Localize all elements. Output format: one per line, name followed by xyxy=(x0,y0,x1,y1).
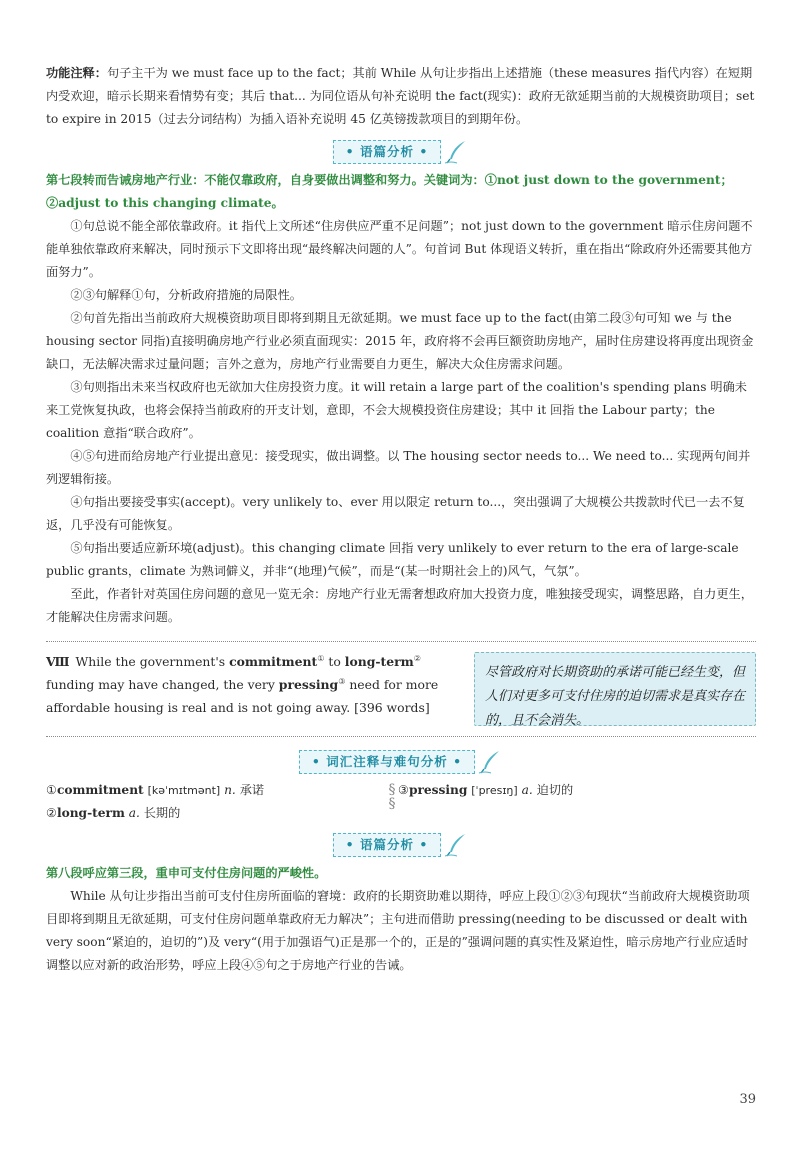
para7-analysis-5: ④⑤句进而给房地产行业提出意见：接受现实，做出调整。以 The housing sector needs to... We need to... 实现两句间并列逻辑衔接。 xyxy=(46,449,751,486)
vocab-num: ③ xyxy=(398,783,409,797)
para7-analysis-3: ②句首先指出当前政府大规模资助项目即将到期且无欲延期。we must face up to the fact(由第二段③句可知 we 与 the housing sector 同指)直接明确房地产行业必须直面现实：2015 年，政府将不会再巨额资助房地产，届时住房建设将再度出现资金缺口，无法解决需求过量问题；言外之意为，房地产行业需要自力更生，解决大众住房需求问题。 xyxy=(46,311,754,371)
vocab-item xyxy=(46,802,386,824)
para7-analysis-7: ⑤句指出要适应新环境(adjust)。this changing climate 回指 very unlikely to ever return to the era of large-scale public grants，climate 为熟词僻义，并非“(地理)气候”，而是“(某一时期社会上的)风气，气氛”。 xyxy=(46,541,739,578)
vocab-meaning: 长期的 xyxy=(143,806,181,820)
heading-label: • 语篇分析 • xyxy=(333,140,442,164)
text-segment: to xyxy=(324,654,345,669)
vocab-word-pressing: pressing xyxy=(278,677,339,692)
vocab-word-long-term: long-term xyxy=(344,654,414,669)
vocab-word: commitment xyxy=(56,783,144,797)
para8-analysis-1: While 从句让步指出当前可支付住房所面临的窘境：政府的长期资助难以期待，呼应上段①②③句现状“当前政府大规模资助项目即将到期且无欲延期，可支付住房问题单靠政府无力解决”；主句进而借助 pressing(needing to be discussed or dealt with very soon“紧迫的，迫切的”)及 very“(用于加强语气)正是那一个的，正是的”强调问题的真实性及紧迫性，暗示房地产行业应适时调整以应对新的政治形势，呼应上段④⑤句之于房地产行业的告诫。 xyxy=(46,889,750,972)
heading-label: • 词汇注释与难句分析 • xyxy=(299,750,475,774)
vocab-meaning: 承诺 xyxy=(239,783,265,797)
para7-keyword-1: not just down to the government xyxy=(496,173,721,187)
para8-intro: 第八段呼应第三段，重申可支付住房问题的严峻性。 xyxy=(46,866,327,880)
para7-analysis-2: ②③句解释①句，分析政府措施的局限性。 xyxy=(70,288,302,302)
vocab-pos: n. xyxy=(224,783,236,797)
vocab-phonetic: [kəˈmɪtmənt] xyxy=(147,784,221,797)
para7-analysis-4: ③句则指出未来当权政府也无欲加大住房投资力度。it will retain a large part of the coalition's spending plans 明确未来工党恢复执政，也将会保持当前政府的开支计划，意即，不会大规模投资住房建设；其中 it 回指 the Labour party；the coalition 意指“联合政府”。 xyxy=(46,380,747,440)
page-number: 39 xyxy=(739,1092,756,1107)
quill-pen-icon xyxy=(443,832,469,858)
paragraph-8-box xyxy=(46,641,756,737)
footnote-marker: ③ xyxy=(338,676,346,686)
vocab-phonetic: [ˈpresɪŋ] xyxy=(471,784,518,797)
footnote-marker: ② xyxy=(413,653,421,663)
vocab-column-right xyxy=(398,779,738,824)
vocab-item xyxy=(398,779,738,802)
page-content xyxy=(46,62,756,977)
vocab-item xyxy=(46,779,386,802)
vocab-word-commitment: commitment xyxy=(229,654,318,669)
para7-analysis-8: 至此，作者针对英国住房问题的意见一览无余：房地产行业无需奢想政府加大投资力度，唯独接受现实，调整思路，自力更生，才能解决住房需求问题。 xyxy=(46,587,753,624)
para7-intro-text: 第七段转而告诫房地产行业：不能仅靠政府，自身要做出调整和努力。关键词为：① xyxy=(46,173,497,187)
vocab-pos: a. xyxy=(521,783,533,797)
quill-pen-icon xyxy=(443,139,469,165)
function-note-label: 功能注释： xyxy=(46,66,107,80)
vocab-meaning: 迫切的 xyxy=(536,783,574,797)
vocab-num: ② xyxy=(46,806,57,820)
vocab-pos: a. xyxy=(128,806,140,820)
section-heading-analysis-1 xyxy=(46,139,756,165)
function-note-text: 句子主干为 we must face up to the fact；其前 While 从句让步指出上述措施（these measures 指代内容）在短期内受欢迎，暗示长期来看情势有变；其后 that... 为同位语从句补充说明 the fact(现实)：政府无欲延期当前的大规模资助项目；set to expire in 2015（过去分词结构）为插入语补充说明 45 亿英镑拨款项目的到期年份。 xyxy=(46,66,755,126)
para7-intro xyxy=(46,169,756,215)
vocab-word: pressing xyxy=(408,783,468,797)
text-segment: funding may have changed, the very xyxy=(46,677,279,692)
section-heading-vocab xyxy=(46,749,756,775)
roman-numeral: Ⅷ xyxy=(46,654,70,669)
text-segment: need for more affordable housing is real and is not going away. [396 words] xyxy=(46,677,439,715)
vocab-num: ① xyxy=(46,783,57,797)
para7-analysis-6: ④句指出要接受事实(accept)。very unlikely to、ever 用以限定 return to...，突出强调了大规模公共拨款时代已一去不复返，几乎没有可能恢复。 xyxy=(46,495,745,532)
quill-pen-icon xyxy=(477,749,503,775)
vocab-list xyxy=(46,779,756,824)
footnote-marker: ① xyxy=(317,653,325,663)
vocab-word: long-term xyxy=(56,806,125,820)
translation-box: 尽管政府对长期资助的承诺可能已经生变，但人们对更多可支付住房的迫切需求是真实存在的，且不会消失。 xyxy=(474,652,756,726)
function-note xyxy=(46,62,756,131)
para7-analysis-1: ①句总说不能全部依靠政府。it 指代上文所述“住房供应严重不足问题”；not just down to the government 暗示住房问题不能单独依靠政府来解决，同时预示下文即将出现“最终解决问题的人”。句首词 But 体现语义转折，重在指出“除政府外还需要其他方面努力”。 xyxy=(46,219,753,279)
vocab-column-left xyxy=(46,779,386,824)
section-heading-analysis-2 xyxy=(46,832,756,858)
para7-intro-mid: ；② xyxy=(46,173,733,210)
heading-label: • 语篇分析 • xyxy=(333,833,442,857)
para7-keyword-2: adjust to this changing climate xyxy=(58,196,272,210)
vocab-divider-icon: § § xyxy=(388,782,396,812)
para7-intro-end: 。 xyxy=(271,196,284,210)
paragraph-8-english xyxy=(46,650,458,726)
text-segment: While the government's xyxy=(75,654,230,669)
